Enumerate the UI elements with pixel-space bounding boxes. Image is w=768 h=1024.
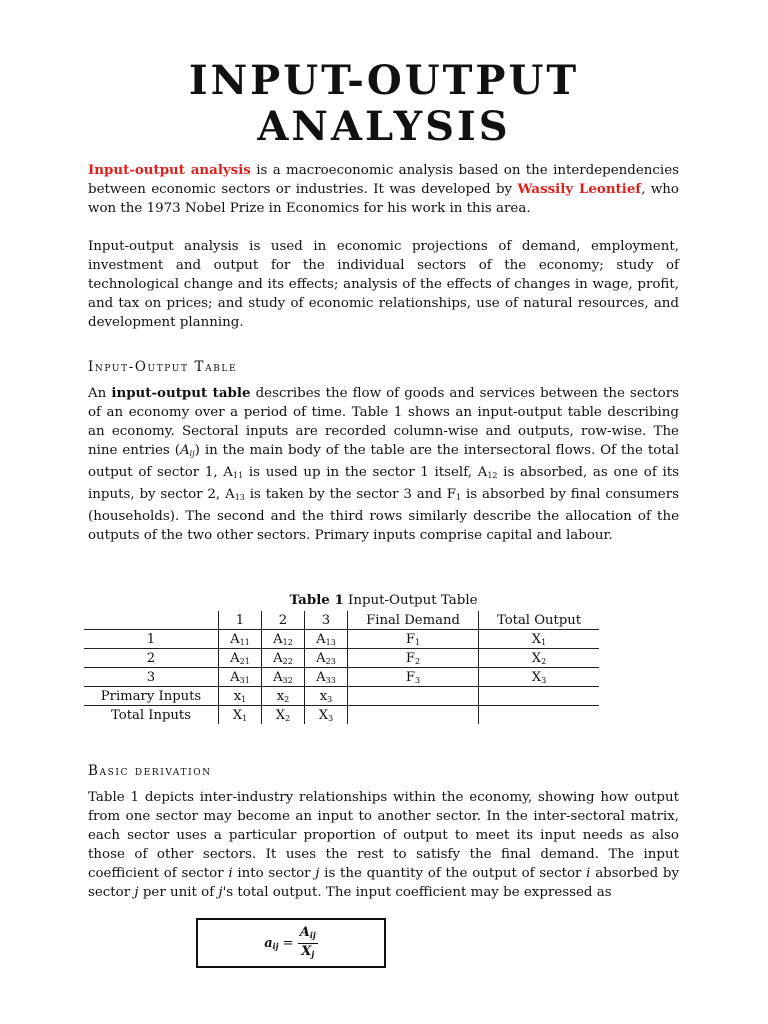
- italic-var: i: [228, 866, 233, 881]
- cell-symbol: x: [319, 688, 328, 704]
- cell-symbol: X: [318, 707, 329, 723]
- cell-subscript: 2: [415, 656, 421, 666]
- text-run: is used up in the sector 1 itself, A: [243, 465, 488, 480]
- text-run: is taken by the sector 3 and F: [244, 487, 457, 502]
- cell-subscript: 2: [285, 713, 291, 723]
- table-cell: [262, 668, 305, 687]
- table-cell: [219, 649, 262, 668]
- input-output-table: [84, 611, 599, 724]
- title-line-2: ANALYSIS: [257, 103, 511, 150]
- formula-fraction: [298, 925, 318, 962]
- numerator-subscript: ij: [309, 929, 316, 940]
- table-cell: [219, 706, 262, 725]
- italic-var: j: [315, 866, 320, 881]
- italic-var: j: [218, 885, 223, 900]
- formula-denominator: [301, 944, 314, 962]
- cell-symbol: A: [316, 650, 326, 666]
- subscript: 13: [234, 493, 245, 502]
- cell-symbol: X: [275, 707, 286, 723]
- denominator-subscript: j: [311, 948, 315, 959]
- basic-derivation-paragraph: [88, 788, 679, 902]
- cell-subscript: 1: [242, 713, 248, 723]
- table-header-cell: [84, 611, 219, 630]
- section-heading-basic-derivation: Basic derivation: [88, 763, 212, 779]
- table-caption: [88, 592, 679, 608]
- cell-subscript: 33: [325, 675, 336, 685]
- intro-text-2: , who won the 1973 Nobel Prize in Economics for his work in this area.: [88, 182, 679, 216]
- cell-symbol: X: [531, 650, 542, 666]
- cell-symbol: F: [405, 650, 416, 666]
- cell-symbol: F: [405, 631, 416, 647]
- intro-text-1: is a macroeconomic analysis based on the interdependencies between economic sectors or industries. It was developed by: [88, 163, 680, 197]
- cell-subscript: 2: [284, 694, 290, 704]
- cell-subscript: 3: [415, 675, 421, 685]
- cell-symbol: A: [316, 669, 326, 685]
- text-run: 's total output. The input coefficient may be expressed as: [222, 885, 612, 900]
- text-run: is the quantity of the output of sector: [319, 866, 587, 881]
- title-line-1: INPUT-OUTPUT: [188, 57, 580, 104]
- row-label: 3: [84, 668, 219, 687]
- text-run: is absorbed, as one of its inputs, by sector 2, A: [88, 465, 679, 502]
- table-cell: [305, 668, 348, 687]
- table-cell-empty: [479, 706, 600, 725]
- text-run: describes the flow of goods and services between the sectors of an economy over a period of time. Table 1 shows an input-output table describing an economy. Sectoral inputs are recorded column-wise and outputs, row-wise. The nine entries (: [88, 386, 679, 458]
- cell-subscript: 32: [282, 675, 293, 685]
- cell-symbol: A: [230, 650, 240, 666]
- section-heading-input-output-table: Input-Output Table: [88, 359, 238, 375]
- cell-symbol: A: [273, 650, 283, 666]
- table-cell: [305, 687, 348, 706]
- aij-subscript: ij: [189, 449, 195, 458]
- bold-term: input-output table: [111, 385, 251, 401]
- table-header-cell: 1: [219, 611, 262, 630]
- cell-symbol: A: [273, 631, 283, 647]
- row-label: Primary Inputs: [84, 687, 219, 706]
- cell-subscript: 2: [541, 656, 547, 666]
- cell-subscript: 3: [328, 713, 334, 723]
- cell-subscript: 31: [239, 675, 250, 685]
- text-run: absorbed by sector: [88, 866, 680, 900]
- formula-numerator: [298, 925, 318, 944]
- term-highlight: Input-output analysis: [88, 162, 251, 178]
- italic-var: j: [134, 885, 139, 900]
- input-coefficient-formula: [196, 918, 386, 968]
- table-cell: [262, 630, 305, 649]
- table-row: [84, 649, 599, 668]
- table-cell: [305, 630, 348, 649]
- cell-subscript: 1: [541, 637, 547, 647]
- cell-symbol: A: [230, 631, 240, 647]
- subscript: 11: [232, 471, 244, 480]
- cell-symbol: F: [405, 669, 416, 685]
- formula-equals: =: [278, 935, 298, 951]
- formula-lhs: [264, 936, 278, 951]
- table-cell-empty: [479, 687, 600, 706]
- cell-symbol: A: [316, 631, 326, 647]
- table-cell: [219, 668, 262, 687]
- cell-subscript: 3: [541, 675, 547, 685]
- table-row: [84, 630, 599, 649]
- row-label: 1: [84, 630, 219, 649]
- cell-subscript: 3: [327, 694, 333, 704]
- cell-symbol: X: [232, 707, 243, 723]
- intro-paragraph: [88, 161, 679, 218]
- input-output-table-paragraph: [88, 384, 679, 545]
- table-header-cell: 2: [262, 611, 305, 630]
- cell-symbol: x: [276, 688, 285, 704]
- caption-text: Input-Output Table: [343, 593, 478, 608]
- person-highlight: Wassily Leontief: [517, 181, 642, 197]
- cell-subscript: 13: [325, 637, 336, 647]
- cell-symbol: X: [531, 631, 542, 647]
- formula-lhs-subscript: ij: [272, 940, 279, 951]
- table-cell: [348, 668, 479, 687]
- table-header-row: [84, 611, 599, 630]
- text-run: An: [88, 386, 112, 401]
- subscript: 1: [456, 493, 462, 502]
- table-cell-empty: [348, 706, 479, 725]
- subscript: 12: [487, 471, 498, 480]
- numerator-symbol: A: [299, 924, 310, 940]
- cell-subscript: 21: [239, 656, 250, 666]
- cell-subscript: 12: [282, 637, 293, 647]
- table-cell: [348, 649, 479, 668]
- table-cell: [479, 668, 600, 687]
- denominator-symbol: X: [301, 943, 312, 959]
- cell-symbol: X: [531, 669, 542, 685]
- table-row: [84, 668, 599, 687]
- row-label: Total Inputs: [84, 706, 219, 725]
- cell-subscript: 23: [325, 656, 336, 666]
- formula-lhs-symbol: a: [264, 935, 273, 951]
- table-cell: [262, 649, 305, 668]
- table-header-cell: Final Demand: [348, 611, 479, 630]
- table-header-cell: Total Output: [479, 611, 600, 630]
- table-cell: [219, 687, 262, 706]
- table-cell: [479, 630, 600, 649]
- row-label: 2: [84, 649, 219, 668]
- table-cell: [219, 630, 262, 649]
- cell-subscript: 1: [415, 637, 421, 647]
- text-run: ) in the main body of the table are the intersectoral flows. Of the total output of sector 1, A: [88, 443, 679, 480]
- text-run: is absorbed by final consumers (households). The second and the third rows similarly describe the allocation of the outputs of the two other sectors. Primary inputs comprise capital and labour.: [88, 487, 679, 543]
- table-cell: [305, 649, 348, 668]
- table-header-cell: 3: [305, 611, 348, 630]
- aij-symbol: A: [179, 443, 190, 458]
- cell-subscript: 22: [282, 656, 293, 666]
- cell-subscript: 11: [239, 637, 250, 647]
- table-cell: [262, 687, 305, 706]
- table-row: [84, 687, 599, 706]
- table-cell: [479, 649, 600, 668]
- table-cell: [348, 630, 479, 649]
- caption-label: Table 1: [289, 592, 344, 608]
- cell-symbol: A: [230, 669, 240, 685]
- cell-symbol: x: [233, 688, 242, 704]
- cell-subscript: 1: [241, 694, 247, 704]
- italic-var: i: [586, 866, 591, 881]
- uses-paragraph: Input-output analysis is used in economic projections of demand, employment, investment and output for the individual sectors of the economy; study of technological change and its effects; analysis of the effects of changes in wage, profit, and tax on prices; and study of economic relationships, use of natural resources, and development planning.: [88, 239, 679, 330]
- table-cell: [305, 706, 348, 725]
- page-title: [0, 58, 768, 150]
- text-run: per unit of: [138, 885, 219, 900]
- table-cell-empty: [348, 687, 479, 706]
- text-run: Table 1 depicts inter-industry relationships within the economy, showing how output from one sector may become an input to another sector. In the inter-sectoral matrix, each sector uses a particular proportion of output to meet its input needs as also those of other sectors. It uses the rest to satisfy the final demand. The input coefficient of sector: [88, 790, 679, 881]
- table-cell: [262, 706, 305, 725]
- table-row: [84, 706, 599, 725]
- cell-symbol: A: [273, 669, 283, 685]
- text-run: into sector: [232, 866, 316, 881]
